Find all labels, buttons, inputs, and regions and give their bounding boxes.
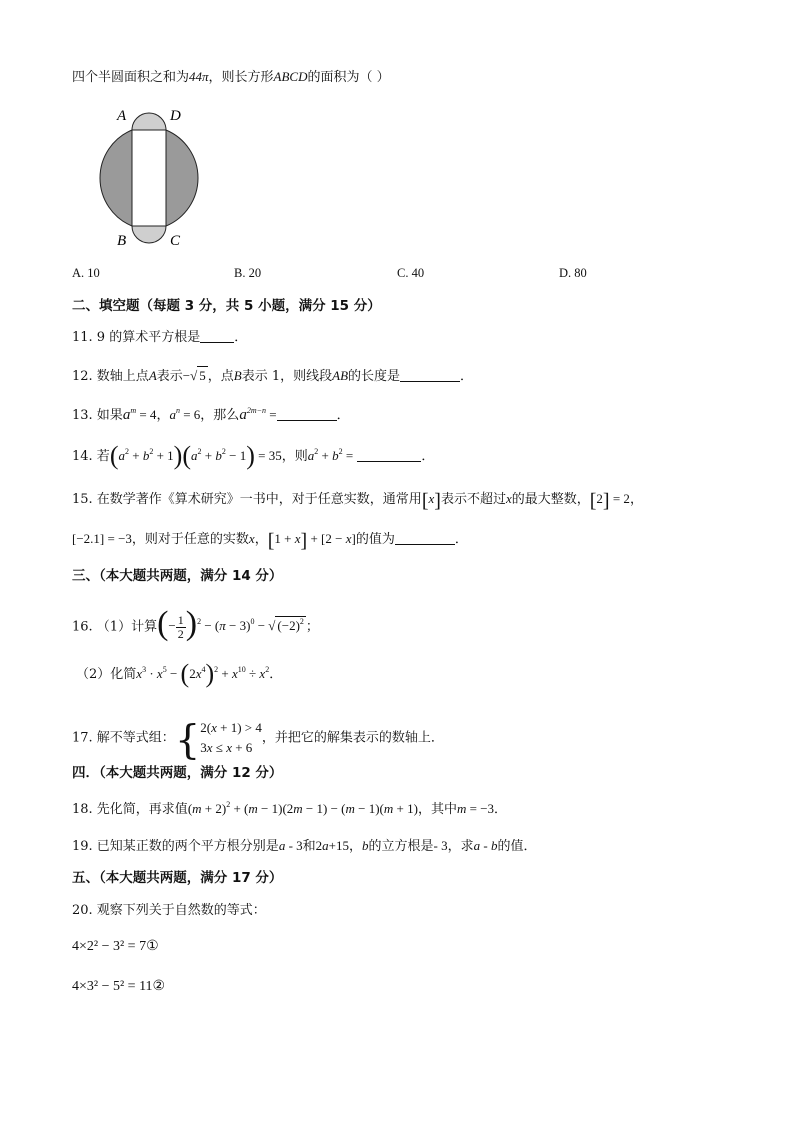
top-small-semicircle xyxy=(132,113,166,130)
section-heading: 二、填空题（每题 3 分，共 5 小题，满分 15 分） xyxy=(72,298,381,314)
q17-text: 17. 解不等式组： xyxy=(72,730,175,746)
q15-text: 的最大整数， xyxy=(511,492,590,507)
formula-m: m = −3 xyxy=(456,801,495,816)
value-neg3: - 3 xyxy=(433,838,448,853)
formula-q14: $(a^2 + b^2 + 1)(a^2 + b^2 - 1) = 35$ xyxy=(109,441,282,470)
answer-blank xyxy=(200,330,234,343)
rectangle-abcd xyxy=(132,130,166,226)
option-b: B. 20 xyxy=(234,266,262,280)
floor-neg2-1: [−2.1] = −3 xyxy=(72,531,132,546)
q12-text: 的长度是 xyxy=(348,369,401,384)
point-b: B xyxy=(233,368,242,383)
q11 xyxy=(72,329,247,347)
q18 xyxy=(72,800,507,819)
q15-text: ， xyxy=(254,532,268,547)
label-b: B xyxy=(117,233,127,249)
q20-intro: 20. 观察下列关于自然数的等式： xyxy=(72,903,266,918)
formula-q16-1: (− $\frac{1}{2}$ )$^2 - (\pi - 3)^0$ − √ $(-2)^2$ xyxy=(157,605,304,643)
q19-text: 19. 已知某正数的两个平方根分别是 xyxy=(72,839,279,854)
q12-text: 表示 xyxy=(156,369,183,384)
option-d: D. 80 xyxy=(559,266,587,280)
expr-a-b: a - b xyxy=(473,838,498,853)
left-large-semicircle xyxy=(100,130,132,226)
q16-text: 16. （1）计算 xyxy=(72,619,158,635)
formula-a2mn: $a^{2m-n}$ = xyxy=(239,406,277,423)
q10-text: 的面积为（ ） xyxy=(307,70,390,85)
q14 xyxy=(72,441,435,470)
q16-end: ． xyxy=(269,667,283,682)
q10-stem xyxy=(72,68,390,87)
q10-value: 44π xyxy=(189,69,209,84)
q16-part2 xyxy=(76,659,283,688)
section-heading: 四．（本大题共两题，满分 12 分） xyxy=(72,765,283,781)
q18-text: ，其中 xyxy=(417,802,457,817)
expr-2a-15: 2a+15 xyxy=(315,838,350,853)
var-x: x xyxy=(248,531,255,546)
q11-end: ． xyxy=(234,330,248,345)
q10-rect-name: ABCD xyxy=(273,69,308,84)
right-large-semicircle xyxy=(166,130,198,226)
var-x: x xyxy=(505,491,512,506)
q19-text: 的立方根是 xyxy=(368,839,434,854)
option-c: C. 40 xyxy=(397,266,425,280)
q19-text: ， xyxy=(349,839,363,854)
q19-text: 和 xyxy=(302,839,316,854)
answer-blank xyxy=(277,408,337,421)
q13-text: 13. 如果 xyxy=(72,408,123,423)
section-heading: 三、（本大题共两题，满分 14 分） xyxy=(72,568,283,584)
q12-text: 表示 1，则线段 xyxy=(241,369,333,384)
q13 xyxy=(72,406,350,425)
q19 xyxy=(72,837,537,856)
q10-text: 四个半圆面积之和为 xyxy=(72,70,190,85)
q15-text: 15. 在数学著作《算术研究》一书中，对于任意实数，通常用 xyxy=(72,492,422,507)
formula-q16-2: $x^3 \cdot x^5 - (2x^4)^2 + x^{10} \div x^2$ xyxy=(136,659,270,688)
formula-q18: $(m + 2)^2 + (m - 1)(2m - 1) - (m - 1)(m + 1)$ xyxy=(187,800,418,816)
q15-text: 表示不超过 xyxy=(440,492,506,507)
q15-line1: 15. 在数学著作《算术研究》一书中，对于任意实数，通常用[x]表示不超过x的最大整数，[2] = 2， xyxy=(72,490,643,512)
q12 xyxy=(72,366,473,386)
q13-end: ． xyxy=(336,408,350,423)
q17 xyxy=(72,717,444,764)
formula-an: $a^n = 6$ xyxy=(169,406,201,422)
var-b: b xyxy=(362,838,369,853)
q14-end: ． xyxy=(421,449,435,464)
q16-part1 xyxy=(72,605,319,643)
label-c: C xyxy=(170,233,181,249)
q15-text: 的值为 xyxy=(355,532,395,547)
neg-sqrt5: −√ 5 xyxy=(182,368,206,383)
answer-blank xyxy=(357,449,421,462)
floor-x: [x] xyxy=(421,490,441,512)
floor-2: [2] = 2 xyxy=(589,490,630,512)
floor-sum: [1 + x] + [2 − x] xyxy=(267,530,356,552)
q15-line2 xyxy=(72,530,468,552)
q10-figure xyxy=(70,98,240,258)
option-a: A. 10 xyxy=(72,266,100,280)
system-brace: { xyxy=(174,717,201,764)
q11-text: 11. 9 的算术平方根是 xyxy=(72,330,201,345)
q17-text: ，并把它的解集表示的数轴上． xyxy=(261,730,444,746)
q20-equation-2: 4×3² − 5² = 11② xyxy=(72,979,166,994)
q12-text: ，点 xyxy=(207,369,234,384)
q19-text: ，求 xyxy=(447,839,474,854)
q16-text: （2）化简 xyxy=(76,667,137,682)
label-d: D xyxy=(170,108,181,124)
q10-text: ，则长方形 xyxy=(208,70,274,85)
bottom-small-semicircle xyxy=(132,226,166,243)
formula-a2b2: $a^2 + b^2$ = xyxy=(307,447,354,463)
section-heading: 五、（本大题共两题，满分 17 分） xyxy=(72,870,283,886)
q14-text: ，则 xyxy=(281,449,308,464)
point-a: A xyxy=(148,368,157,383)
q19-text: 的值． xyxy=(497,839,537,854)
formula-am: $a^m = 4$ xyxy=(122,406,157,423)
q13-text: ， xyxy=(156,408,170,423)
q18-text: 18. 先化简，再求值 xyxy=(72,802,188,817)
q15-text: ，则对于任意的实数 xyxy=(131,532,249,547)
expr-a-3: a - 3 xyxy=(278,838,303,853)
q14-text: 14. 若 xyxy=(72,449,110,464)
q16-end: ； xyxy=(305,619,319,635)
q18-end: ． xyxy=(494,802,508,817)
answer-blank xyxy=(395,532,455,545)
q12-end: ． xyxy=(460,369,474,384)
segment-ab: AB xyxy=(332,368,349,383)
answer-blank xyxy=(400,369,460,382)
inequality-system: 2(x + 1) > 4 3x ≤ x + 6 xyxy=(200,720,262,755)
label-a: A xyxy=(117,108,127,124)
q15-end: ． xyxy=(454,532,468,547)
q12-text: 12. 数轴上点 xyxy=(72,369,149,384)
q13-text: ，那么 xyxy=(200,408,240,423)
q20-equation-1: 4×2² − 3² = 7① xyxy=(72,939,159,954)
